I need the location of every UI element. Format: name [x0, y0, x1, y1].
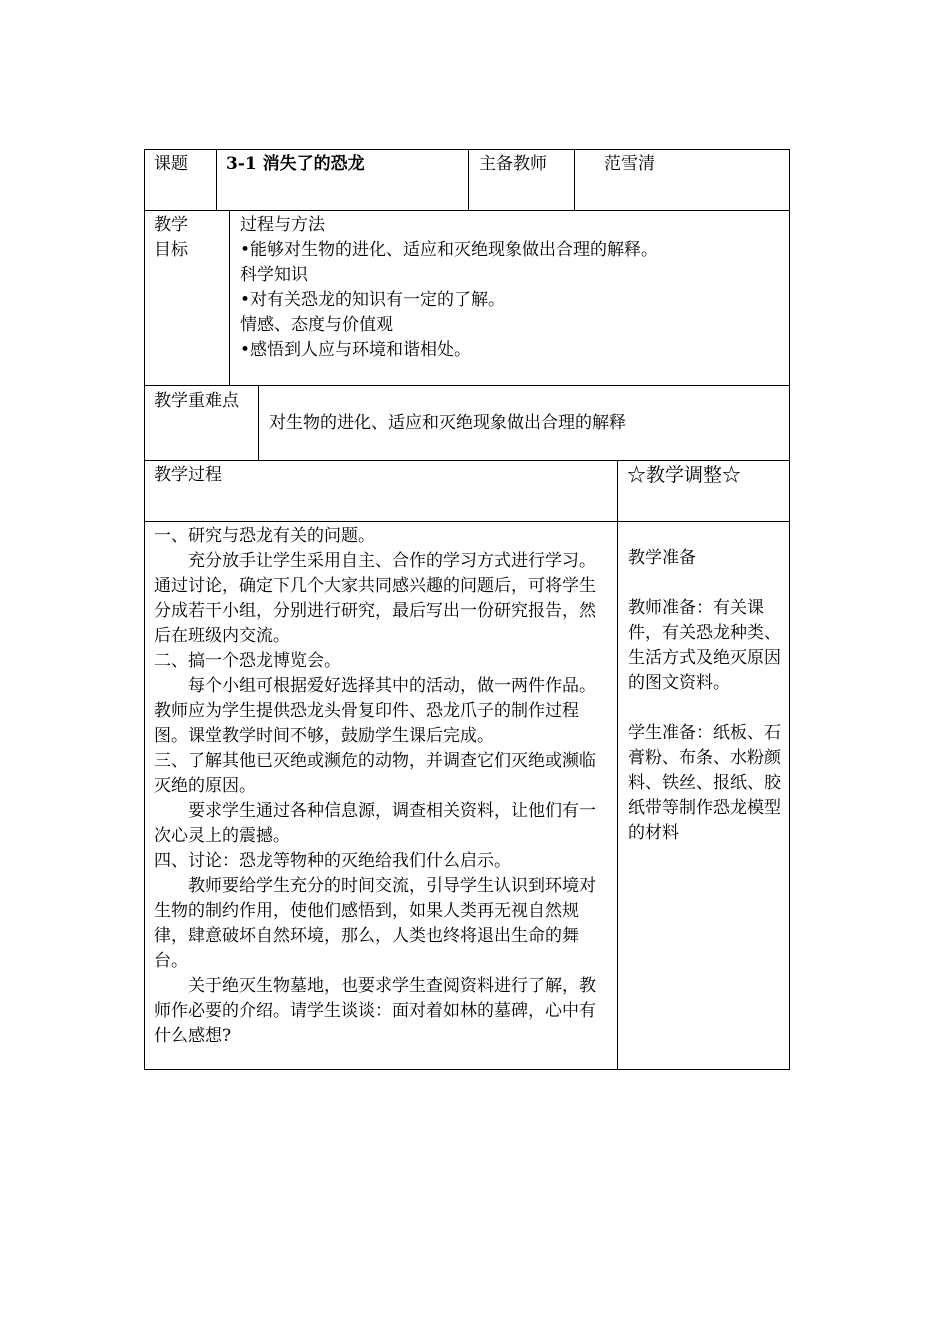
process-step-3: 三、了解其他已灭绝或濒危的动物，并调查它们灭绝或濒临灭绝的原因。	[154, 751, 596, 796]
teacher-preparation: 教师准备：有关课件，有关恐龙种类、生活方式及绝灭原因的图文资料。	[628, 598, 781, 693]
preparation-title: 教学准备	[628, 548, 696, 568]
objectives-label-line1: 教学	[154, 215, 188, 235]
cell-title-label	[144, 149, 217, 211]
teacher-name: 范雪清	[604, 154, 655, 174]
cell-preparation	[617, 521, 790, 1070]
process-step-4-extra: 关于绝灭生物墓地，也要求学生查阅资料进行了解，教师作必要的介绍。请学生谈谈：面对着如林的墓碑，心中有什么感想?	[154, 976, 596, 1046]
adjust-label: ☆教学调整☆	[627, 464, 742, 486]
preparation-spacer	[628, 696, 785, 721]
objective-heading-values: 情感、态度与价值观	[240, 315, 393, 335]
process-step-2: 二、搞一个恐龙博览会。	[154, 651, 341, 671]
cell-adjust-header	[617, 460, 790, 522]
cell-process-content	[144, 521, 618, 1070]
teacher-label: 主备教师	[479, 154, 547, 174]
title-label: 课题	[154, 154, 188, 174]
lesson-title: 3-1 消失了的恐龙	[226, 154, 365, 174]
process-step-2-detail: 每个小组可根据爱好选择其中的活动，做一两件作品。教师应为学生提供恐龙头骨复印件、恐龙爪子的制作过程图。课堂教学时间不够，鼓励学生课后完成。	[154, 676, 596, 746]
objective-heading-process: 过程与方法	[240, 215, 325, 235]
keypoints-content: 对生物的进化、适应和灭绝现象做出合理的解释	[269, 413, 626, 433]
cell-lesson-title	[216, 149, 469, 211]
process-step-4: 四、讨论：恐龙等物种的灭绝给我们什么启示。	[154, 851, 511, 871]
cell-teacher-name	[574, 149, 790, 211]
cell-process-header	[144, 460, 618, 522]
cell-objectives-label	[144, 210, 230, 386]
keypoints-label: 教学重难点	[154, 391, 239, 411]
process-step-3-detail: 要求学生通过各种信息源，调查相关资料，让他们有一次心灵上的震撼。	[154, 801, 596, 846]
process-text	[154, 524, 611, 1049]
objectives-label-line2: 目标	[154, 240, 188, 260]
preparation-spacer	[628, 571, 785, 596]
objective-item: •能够对生物的进化、适应和灭绝现象做出合理的解释。	[240, 240, 659, 260]
process-label: 教学过程	[154, 465, 222, 485]
preparation-text	[628, 546, 785, 846]
cell-keypoints-content	[258, 385, 790, 461]
cell-teacher-label	[468, 149, 575, 211]
objective-heading-knowledge: 科学知识	[240, 265, 308, 285]
process-step-1-detail: 充分放手让学生采用自主、合作的学习方式进行学习。通过讨论，确定下几个大家共同感兴趣的问题后，可将学生分成若干小组，分别进行研究，最后写出一份研究报告，然后在班级内交流。	[154, 551, 596, 646]
student-preparation: 学生准备：纸板、石膏粉、布条、水粉颜料、铁丝、报纸、胶纸带等制作恐龙模型的材料	[628, 723, 781, 843]
process-step-4-detail: 教师要给学生充分的时间交流，引导学生认识到环境对生物的制约作用，使他们感悟到，如果人类再无视自然规律，肆意破坏自然环境，那么，人类也终将退出生命的舞台。	[154, 876, 596, 971]
process-step-1: 一、研究与恐龙有关的问题。	[154, 526, 375, 546]
cell-keypoints-label	[144, 385, 259, 461]
cell-objectives-content	[229, 210, 790, 386]
objective-item: •感悟到人应与环境和谐相处。	[240, 340, 472, 360]
objective-item: •对有关恐龙的知识有一定的了解。	[240, 290, 506, 310]
